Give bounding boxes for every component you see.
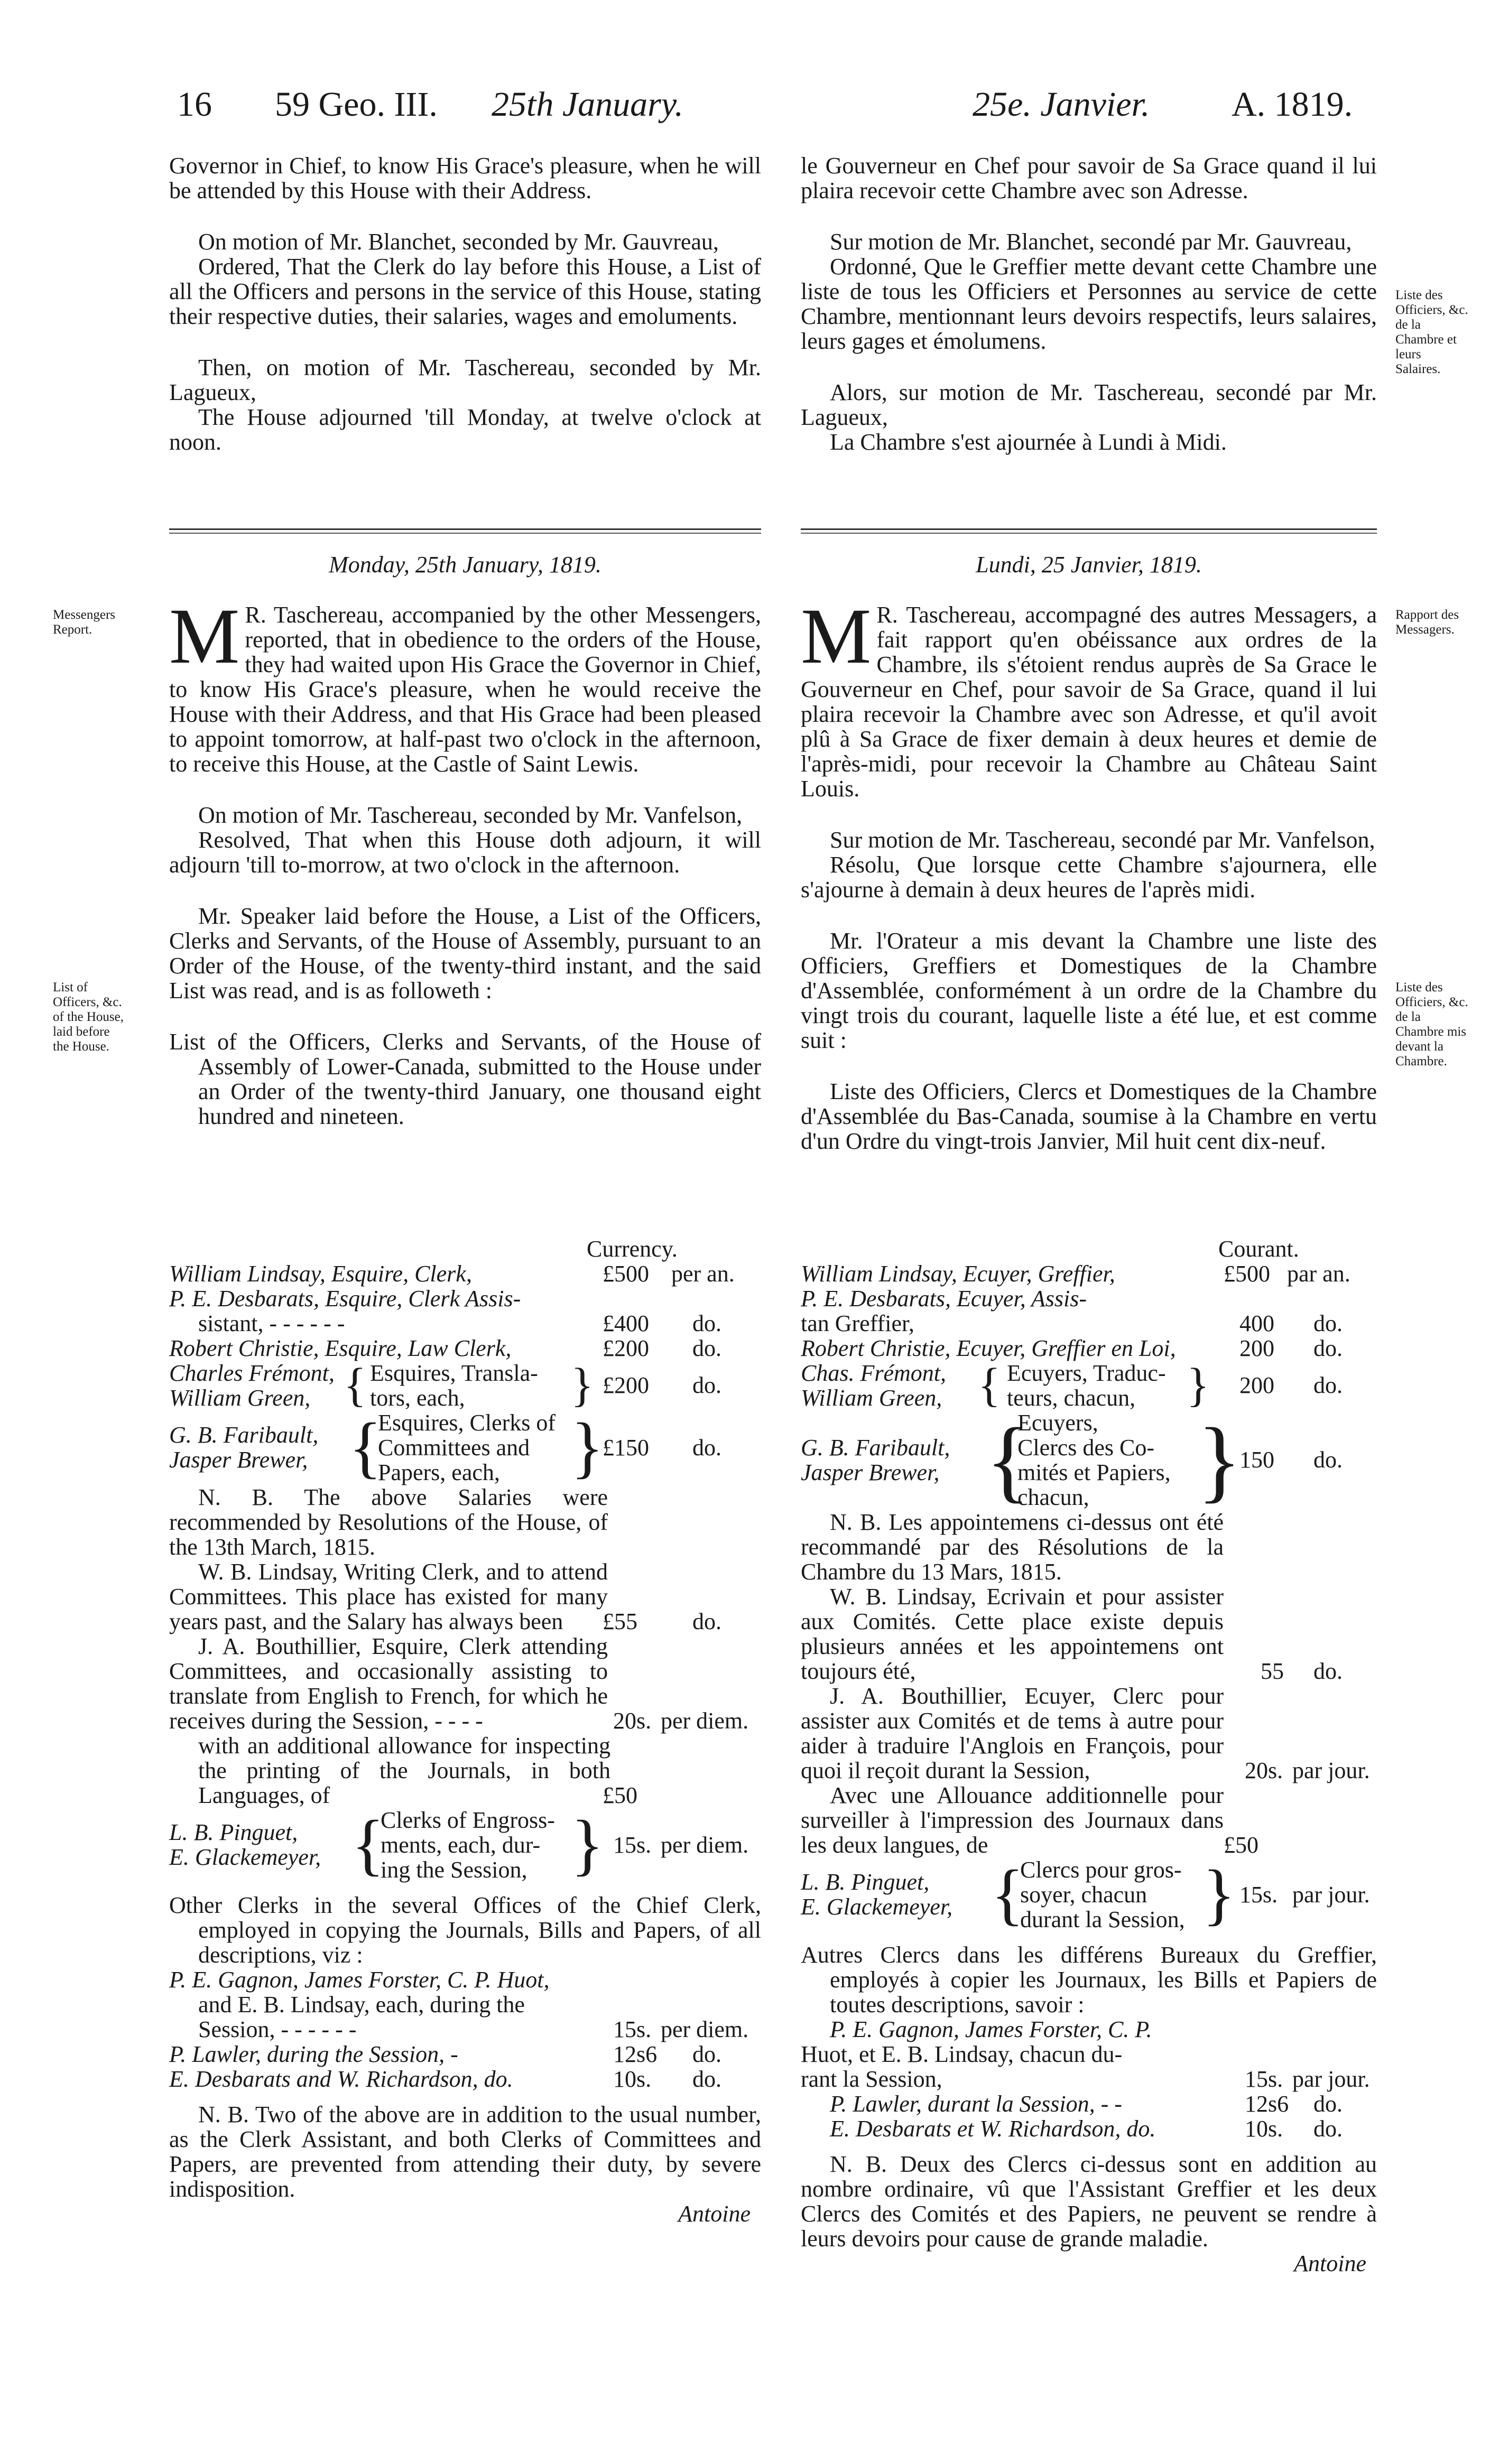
en-salary-list	[169, 1236, 761, 2226]
list-item: with an additional allowance for inspecting the printing of the Journals, in both Languages, of £50	[198, 1733, 637, 1808]
english-column-middle	[169, 592, 761, 1129]
brace: {	[344, 1359, 367, 1411]
brace: }	[571, 1409, 604, 1485]
list-item: Avec une Allouance additionnelle pour surveiller à l'impression des Journaux dans les deux langues, de £50	[801, 1782, 1258, 1858]
brace: }	[1187, 1359, 1210, 1411]
margin-note-list-en: List of Officers, &c. of the House, laid before the House.	[53, 980, 124, 1054]
fr-motion-blanchet: Sur motion de Mr. Blanchet, secondé par Mr. Gauvreau,	[830, 229, 1352, 255]
list-item: L. B. Pinguet, E. Glackemeyer, { Clercs pour gros- soyer, chacun durant la Session, } 15s. par jour.	[801, 1856, 1370, 1932]
margin-note-list-fr: Liste des Officiers, &c. de la Chambre mis devant la Chambre.	[1395, 980, 1468, 1068]
en-continuation: Governor in Chief, to know His Grace's pleasure, when he will be attended by this House with their Address.	[169, 153, 761, 203]
en-adjourned: The House adjourned 'till Monday, at twelve o'clock at noon.	[169, 404, 761, 455]
list-item: Chas. Frémont, William Green, { Ecuyers, Traduc- teurs, chacun, } 200 do.	[801, 1359, 1343, 1411]
brace: {	[986, 1409, 1030, 1511]
fr-drop-cap: M	[801, 592, 872, 680]
brace: {	[978, 1359, 1001, 1411]
list-item: P. E. Gagnon, James Forster, C. P. Huot,	[169, 1967, 550, 1993]
fr-continuation: le Gouverneur en Chef pour savoir de Sa Grace quand il lui plaira recevoir cette Chambre avec son Adresse.	[801, 153, 1377, 203]
list-item: G. B. Faribault, Jasper Brewer, { Ecuyers, Clercs des Co- mités et Papiers, chacun, } 150 do.	[801, 1409, 1343, 1511]
en-list-title: List of the Officers, Clerks and Servants, of the House of Assembly of Lower-Canada, submitted to the House under an Order of the twenty-third January, one thousand eight hundred and nineteen.	[169, 1029, 761, 1129]
list-item: E. Desbarats and W. Richardson, do. 10s. do.	[169, 2066, 721, 2092]
en-resolved: Resolved, That when this House doth adjourn, it will adjourn 'till to-morrow, at two o'clock in the afternoon.	[169, 827, 761, 878]
list-item: W. B. Lindsay, Writing Clerk, and to attend Committees. This place has existed for many years past, and the Salary has always been £55 do.	[169, 1559, 721, 1634]
fr-date-heading: Lundi, 25 Janvier, 1819.	[976, 552, 1202, 578]
list-item: L. B. Pinguet, E. Glackemeyer, { Clerks of Engross- ments, each, dur- ing the Session, } 15s. per diem.	[169, 1807, 749, 1883]
en-drop-cap: M	[169, 592, 240, 680]
fr-salary-list	[801, 1236, 1377, 2276]
brace: {	[349, 1409, 382, 1485]
en-motion-blanchet: On motion of Mr. Blanchet, seconded by Mr. Gauvreau,	[198, 229, 719, 255]
fr-resolu: Résolu, Que lorsque cette Chambre s'ajournera, elle s'ajourne à demain à deux heures de l'après midi.	[801, 852, 1377, 903]
en-other-clerks: Other Clerks in the several Offices of the Chief Clerk, employed in copying the Journals, Bills and Papers, of all descriptions, viz :	[169, 1892, 761, 1968]
list-item: Session, - - - - - - 15s. per diem.	[198, 2016, 749, 2042]
en-currency-label: Currency.	[587, 1236, 678, 1262]
en-ordered: Ordered, That the Clerk do lay before this House, a List of all the Officers and persons in the service of this House, stating their respective duties, their salaries, wages and emoluments.	[169, 254, 761, 329]
list-item: Huot, et E. B. Lindsay, chacun du-	[801, 2041, 1123, 2067]
section-rule-en-2	[169, 533, 761, 534]
list-item: Robert Christie, Esquire, Law Clerk, £200 do.	[169, 1335, 721, 1361]
list-item: P. E. Gagnon, James Forster, C. P.	[830, 2016, 1152, 2042]
page-number: 16	[177, 85, 212, 124]
list-item: tan Greffier, 400 do.	[801, 1310, 1343, 1336]
en-nb-salaries: N. B. The above Salaries were recommended by Resolutions of the House, of the 13th March, 1815.	[169, 1484, 608, 1560]
en-date-heading: Monday, 25th January, 1819.	[329, 552, 601, 578]
list-item: W. B. Lindsay, Ecrivain et pour assister aux Comités. Cette place existe depuis plusieurs années et les appointemens ont toujours été, 55 do.	[801, 1584, 1343, 1684]
list-item: William Lindsay, Esquire, Clerk, £500 per an.	[169, 1261, 735, 1287]
header-year: A. 1819.	[1232, 85, 1353, 124]
fr-currency-row	[801, 1236, 1377, 1261]
fr-autres-clercs: Autres Clercs dans les différens Bureaux du Greffier, employés à copier les Journaux, les Bills et Papiers de toutes descriptions, savoir :	[801, 1942, 1377, 2017]
list-item: William Lindsay, Ecuyer, Greffier, £500 par an.	[801, 1261, 1350, 1287]
section-rule-fr-2	[801, 533, 1377, 534]
fr-ajournee: La Chambre s'est ajournée à Lundi à Midi.	[830, 429, 1227, 455]
fr-messengers-report: M R. Taschereau, accompagné des autres Messagers, a fait rapport qu'en obéissance aux ordres de la Chambre, ils s'étoient rendus auprès de Sa Grace le Gouverneur en Chef, pour savoir de Sa Grace, quand il lui plaira recevoir la Chambre avec son Adresse, et qu'il avoit plû à Sa Grace de fixer demain à deux heures et demie de l'après-midi, pour recevoir la Chambre au Château Saint Louis.	[801, 592, 1377, 802]
list-item: Robert Christie, Ecuyer, Greffier en Loi, 200 do.	[801, 1335, 1343, 1361]
list-item: rant la Session, 15s. par jour.	[801, 2066, 1370, 2092]
fr-motion-vanfelson: Sur motion de Mr. Taschereau, secondé par Mr. Vanfelson,	[830, 827, 1375, 853]
en-currency-row	[169, 1236, 761, 1261]
en-motion-vanfelson: On motion of Mr. Taschereau, seconded by Mr. Vanfelson,	[198, 802, 743, 828]
fr-motion-taschereau: Alors, sur motion de Mr. Taschereau, secondé par Mr. Lagueux,	[801, 379, 1377, 430]
list-item: P. E. Desbarats, Esquire, Clerk Assis-	[169, 1286, 521, 1312]
section-rule-en	[169, 528, 761, 530]
en-catchword: Antoine	[678, 2201, 751, 2227]
fr-currency-label: Courant.	[1218, 1236, 1299, 1262]
brace: }	[571, 1807, 604, 1883]
list-item: Charles Frémont, William Green, { Esquires, Transla- tors, each, } £200 do.	[169, 1359, 721, 1411]
regnal-year: 59 Geo. III.	[275, 85, 438, 124]
en-messengers-report: M R. Taschereau, accompanied by the other Messengers, reported, that in obedience to the orders of the House, they had waited upon His Grace the Governor in Chief, to know His Grace's pleasure, when he would receive the House with their Address, and that His Grace had been pleased to appoint tomorrow, at half-past two o'clock in the afternoon, to receive this House, at the Castle of Saint Lewis.	[169, 592, 761, 777]
margin-note-messengers-fr: Rapport des Messagers.	[1395, 608, 1459, 637]
margin-note-messengers-en: Messengers Report.	[53, 608, 116, 637]
en-speaker-list: Mr. Speaker laid before the House, a List of the Officers, Clerks and Servants, of the House of Assembly, pursuant to an Order of the House, of the twenty-third instant, and the said List was read, and is as followeth :	[169, 903, 761, 1003]
list-item: J. A. Bouthillier, Ecuyer, Clerc pour assister aux Comités et de tems à autre pour aider à traduire l'Anglois en François, pour quoi il reçoit durant la Session, 20s. par jour.	[801, 1683, 1370, 1783]
fr-nb-maladie: N. B. Deux des Clercs ci-dessus sont en addition au nombre ordinaire, vû que l'Assistant Greffier et les deux Clercs des Comités et des Papiers, ne peuvent se rendre à leurs devoirs pour cause de grande maladie.	[801, 2151, 1377, 2252]
brace: }	[1202, 1856, 1236, 1932]
list-item: and E. B. Lindsay, each, during the	[198, 1992, 525, 2017]
en-motion-taschereau: Then, on motion of Mr. Taschereau, seconded by Mr. Lagueux,	[169, 355, 761, 405]
fr-catchword: Antoine	[1294, 2251, 1366, 2276]
list-item: E. Desbarats et W. Richardson, do. 10s. do.	[830, 2116, 1343, 2142]
english-column-top	[169, 153, 761, 454]
fr-orateur-list: Mr. l'Orateur a mis devant la Chambre une liste des Officiers, Greffiers et Domestiques de la Chambre d'Assemblée, conformément à un ordre de la Chambre du vingt trois du courant, laquelle liste a été lue, et est comme suit :	[801, 928, 1377, 1053]
list-item: sistant, - - - - - - £400 do.	[198, 1310, 721, 1336]
fr-nb-appointemens: N. B. Les appointemens ci-dessus ont été recommandé par des Résolutions de la Chambre du 13 Mars, 1815.	[801, 1509, 1224, 1585]
margin-note-officers-fr: Liste des Officiers, &c. de la Chambre et leurs Salaires.	[1395, 288, 1468, 376]
header-date-fr: 25e. Janvier.	[973, 85, 1150, 124]
header-date-en: 25th January.	[492, 85, 683, 124]
french-column-middle	[801, 592, 1377, 1154]
brace: }	[1197, 1409, 1242, 1511]
fr-list-title: Liste des Officiers, Clercs et Domestiques de la Chambre d'Assemblée du Bas-Canada, soumise à la Chambre en vertu d'un Ordre du vingt-trois Janvier, Mil huit cent dix-neuf.	[801, 1078, 1377, 1154]
list-item: P. Lawler, during the Session, - 12s6 do.	[169, 2041, 721, 2067]
en-nb-indisposition: N. B. Two of the above are in addition to the usual number, as the Clerk Assistant, and both Clerks of Committees and Papers, are prevented from attending their duty, by severe indisposition.	[169, 2102, 761, 2202]
list-item: P. Lawler, durant la Session, - - 12s6 do.	[830, 2091, 1343, 2117]
brace: {	[991, 1856, 1024, 1932]
brace: {	[351, 1807, 385, 1883]
brace: }	[571, 1359, 594, 1411]
list-item: G. B. Faribault, Jasper Brewer, { Esquires, Clerks of Committees and Papers, each, } £150 do.	[169, 1409, 721, 1485]
list-item: J. A. Bouthillier, Esquire, Clerk attending Committees, and occasionally assisting to translate from English to French, for which he receives during the Session, - - - - 20s. per diem.	[169, 1633, 749, 1734]
fr-ordonne: Ordonné, Que le Greffier mette devant cette Chambre une liste de tous les Officiers et Personnes au service de cette Chambre, mentionnant leurs devoirs respectifs, leurs salaires, leurs gages et émolumens.	[801, 254, 1377, 354]
french-column-top	[801, 153, 1377, 454]
list-item: P. E. Desbarats, Ecuyer, Assis-	[801, 1286, 1087, 1312]
section-rule-fr	[801, 528, 1377, 530]
